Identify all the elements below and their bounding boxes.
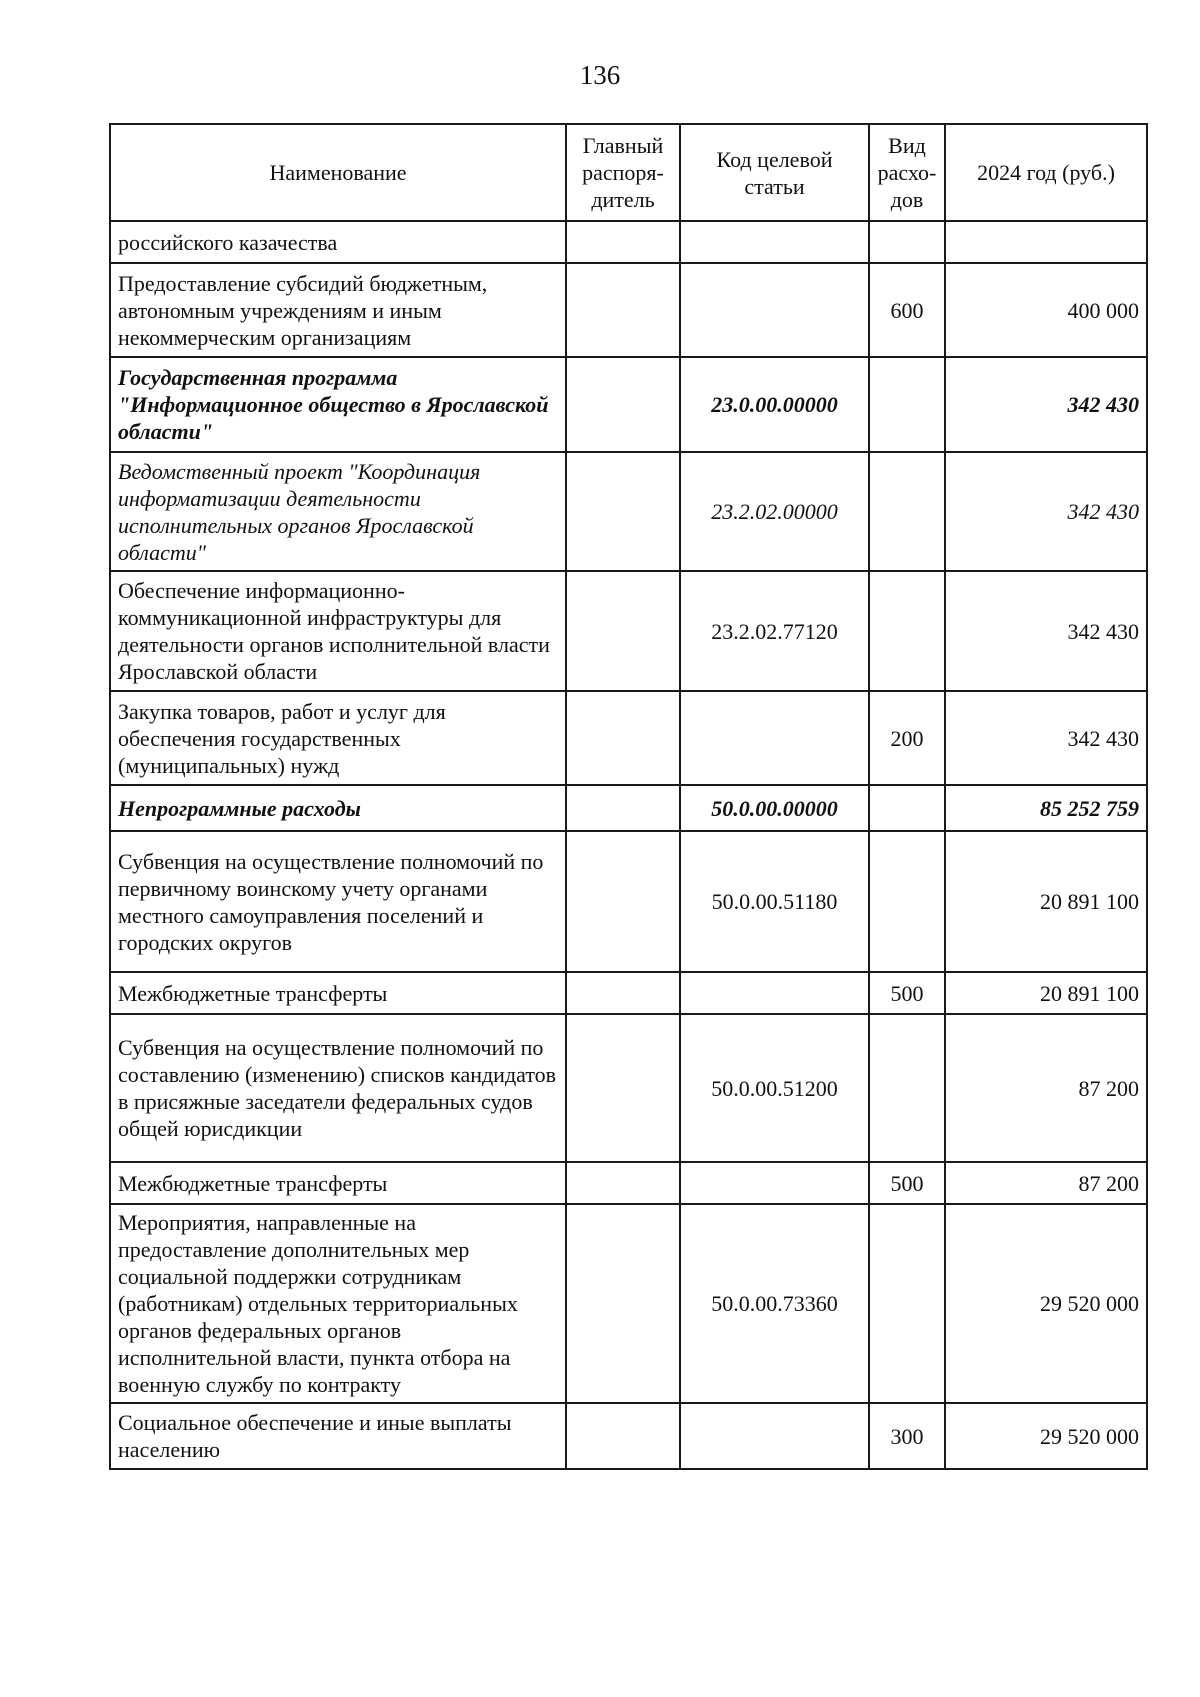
table-row bbox=[110, 452, 1147, 571]
cell-amount-2024: 29 520 000 bbox=[945, 1204, 1147, 1403]
table-row bbox=[110, 1403, 1147, 1469]
cell-expense-type: 600 bbox=[869, 263, 945, 357]
header-target-code: Код целевой статьи bbox=[680, 124, 869, 221]
cell-main-manager bbox=[566, 221, 680, 263]
cell-target-code: 50.0.00.51200 bbox=[680, 1014, 869, 1162]
cell-name: Непрограммные расходы bbox=[110, 785, 566, 831]
cell-main-manager bbox=[566, 972, 680, 1014]
cell-amount-2024: 342 430 bbox=[945, 452, 1147, 571]
cell-main-manager bbox=[566, 785, 680, 831]
cell-target-code: 50.0.00.51180 bbox=[680, 831, 869, 972]
cell-target-code: 23.2.02.00000 bbox=[680, 452, 869, 571]
cell-target-code bbox=[680, 221, 869, 263]
header-main-manager: Главный распоря-дитель bbox=[566, 124, 680, 221]
cell-target-code bbox=[680, 1403, 869, 1469]
cell-name: Межбюджетные трансферты bbox=[110, 1162, 566, 1204]
cell-amount-2024 bbox=[945, 221, 1147, 263]
cell-amount-2024: 87 200 bbox=[945, 1014, 1147, 1162]
cell-amount-2024: 342 430 bbox=[945, 571, 1147, 691]
cell-amount-2024: 342 430 bbox=[945, 357, 1147, 452]
cell-main-manager bbox=[566, 1162, 680, 1204]
cell-expense-type bbox=[869, 357, 945, 452]
cell-target-code: 23.0.00.00000 bbox=[680, 357, 869, 452]
cell-main-manager bbox=[566, 691, 680, 785]
cell-target-code bbox=[680, 691, 869, 785]
cell-name: Государственная программа "Информационное общество в Ярославской области" bbox=[110, 357, 566, 452]
cell-name: Обеспечение информационно-коммуникационной инфраструктуры для деятельности органов исполнительной власти Ярославской области bbox=[110, 571, 566, 691]
page-number: 136 bbox=[579, 60, 621, 90]
cell-expense-type: 500 bbox=[869, 1162, 945, 1204]
cell-name: Закупка товаров, работ и услуг для обеспечения государственных (муниципальных) нужд bbox=[110, 691, 566, 785]
table-row bbox=[110, 1204, 1147, 1403]
budget-table bbox=[109, 123, 1148, 1470]
table-row bbox=[110, 221, 1147, 263]
table-body bbox=[110, 221, 1147, 1469]
table-row bbox=[110, 785, 1147, 831]
cell-main-manager bbox=[566, 1204, 680, 1403]
table-row bbox=[110, 1162, 1147, 1204]
cell-name: Межбюджетные трансферты bbox=[110, 972, 566, 1014]
cell-name: Субвенция на осуществление полномочий по первичному воинскому учету органами местного самоуправления поселений и городских округов bbox=[110, 831, 566, 972]
cell-amount-2024: 87 200 bbox=[945, 1162, 1147, 1204]
table-row bbox=[110, 691, 1147, 785]
cell-main-manager bbox=[566, 452, 680, 571]
cell-expense-type bbox=[869, 1204, 945, 1403]
cell-expense-type bbox=[869, 221, 945, 263]
cell-target-code: 50.0.00.73360 bbox=[680, 1204, 869, 1403]
table-row bbox=[110, 972, 1147, 1014]
cell-target-code bbox=[680, 972, 869, 1014]
cell-main-manager bbox=[566, 831, 680, 972]
header-year-2024: 2024 год (руб.) bbox=[945, 124, 1147, 221]
cell-amount-2024: 20 891 100 bbox=[945, 831, 1147, 972]
table-row bbox=[110, 263, 1147, 357]
cell-name: Субвенция на осуществление полномочий по составлению (изменению) списков кандидатов в присяжные заседатели федеральных судов общей юрисдикции bbox=[110, 1014, 566, 1162]
cell-expense-type: 500 bbox=[869, 972, 945, 1014]
cell-main-manager bbox=[566, 1014, 680, 1162]
cell-amount-2024: 400 000 bbox=[945, 263, 1147, 357]
cell-amount-2024: 342 430 bbox=[945, 691, 1147, 785]
cell-name: Мероприятия, направленные на предоставление дополнительных мер социальной поддержки сотрудникам (работникам) отдельных территориальных органов федеральных органов исполнительной власти, пункта отбора на военную службу по контракту bbox=[110, 1204, 566, 1403]
table-row bbox=[110, 831, 1147, 972]
cell-expense-type: 200 bbox=[869, 691, 945, 785]
header-expense-type: Вид расхо-дов bbox=[869, 124, 945, 221]
cell-name: Ведомственный проект "Координация информатизации деятельности исполнительных органов Ярославской области" bbox=[110, 452, 566, 571]
cell-main-manager bbox=[566, 357, 680, 452]
cell-target-code: 50.0.00.00000 bbox=[680, 785, 869, 831]
cell-main-manager bbox=[566, 263, 680, 357]
cell-target-code: 23.2.02.77120 bbox=[680, 571, 869, 691]
cell-expense-type bbox=[869, 571, 945, 691]
cell-expense-type: 300 bbox=[869, 1403, 945, 1469]
table-row bbox=[110, 357, 1147, 452]
table-header-row bbox=[110, 124, 1147, 221]
cell-target-code bbox=[680, 1162, 869, 1204]
cell-expense-type bbox=[869, 452, 945, 571]
cell-expense-type bbox=[869, 831, 945, 972]
cell-expense-type bbox=[869, 1014, 945, 1162]
cell-main-manager bbox=[566, 1403, 680, 1469]
cell-amount-2024: 20 891 100 bbox=[945, 972, 1147, 1014]
cell-amount-2024: 29 520 000 bbox=[945, 1403, 1147, 1469]
cell-expense-type bbox=[869, 785, 945, 831]
cell-name: Предоставление субсидий бюджетным, автономным учреждениям и иным некоммерческим организациям bbox=[110, 263, 566, 357]
cell-main-manager bbox=[566, 571, 680, 691]
cell-name: российского казачества bbox=[110, 221, 566, 263]
cell-amount-2024: 85 252 759 bbox=[945, 785, 1147, 831]
cell-target-code bbox=[680, 263, 869, 357]
table-row bbox=[110, 1014, 1147, 1162]
table-row bbox=[110, 571, 1147, 691]
cell-name: Социальное обеспечение и иные выплаты населению bbox=[110, 1403, 566, 1469]
header-name: Наименование bbox=[110, 124, 566, 221]
